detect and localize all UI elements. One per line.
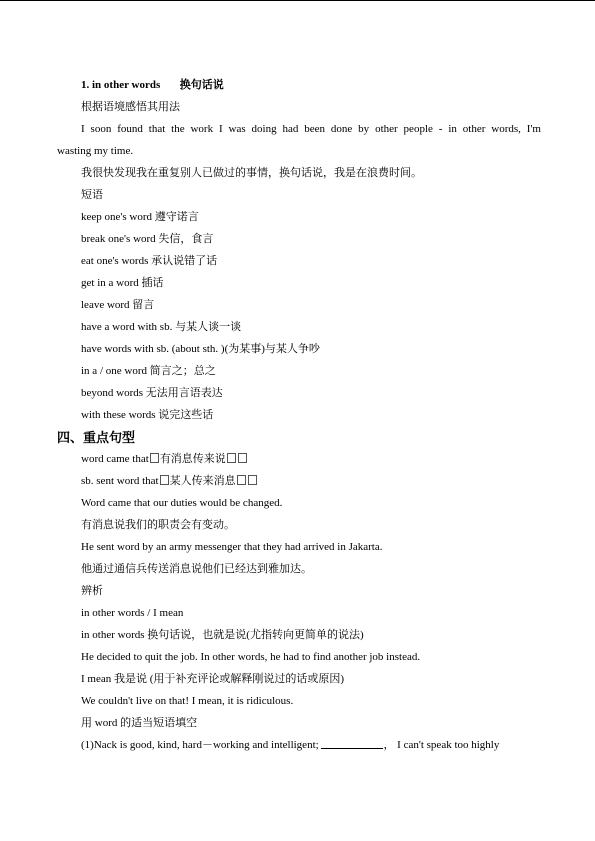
phrase-item: have words with sb. (about sth. )(为某事)与某人争吵 — [81, 343, 320, 355]
item1-heading — [57, 78, 541, 100]
missing-glyph-box — [238, 453, 247, 463]
in-other-words-definition: in other words 换句话说，也就是说(尤指转向更简单的说法) — [81, 629, 364, 641]
missing-glyph-box — [227, 453, 236, 463]
exercise1-text-cont: ， I can't speak too highly — [383, 739, 500, 751]
i-mean-definition: I mean 我是说 (用于补充评论或解释刚说过的话或原因) — [81, 673, 345, 685]
phrase-item: eat one's words 承认说错了话 — [81, 255, 218, 267]
distinguish-pair: in other words / I mean — [81, 607, 184, 619]
phrase-item: keep one's word 遵守诺言 — [81, 211, 199, 223]
top-rule — [0, 0, 595, 1]
missing-glyph-box — [248, 475, 257, 485]
phrase-item: with these words 说完这些话 — [81, 409, 214, 421]
pattern1-en: word came that — [81, 453, 149, 465]
item1-heading-en: 1. in other words — [81, 79, 161, 91]
pattern1 — [57, 452, 541, 474]
missing-glyph-box — [150, 453, 159, 463]
sentence2-zh: 他通过通信兵传送消息说他们已经达到雅加达。 — [81, 563, 312, 575]
exercise1 — [57, 738, 541, 760]
context-label: 根据语境感悟其用法 — [81, 101, 180, 113]
example-zh: 我很快发现我在重复别人已做过的事情，换句话说，我是在浪费时间。 — [81, 167, 422, 179]
sentence1-zh: 有消息说我们的职责会有变动。 — [81, 519, 235, 531]
phrase-item: leave word 留言 — [81, 299, 155, 311]
missing-glyph-box — [160, 475, 169, 485]
sentence1-en: Word came that our duties would be changed. — [81, 497, 283, 509]
phrase-item: in a / one word 简言之；总之 — [81, 365, 216, 377]
example-en-line2: wasting my time. — [57, 145, 134, 157]
phrase-item: break one's word 失信，食言 — [81, 233, 214, 245]
sentence2-en: He sent word by an army messenger that they had arrived in Jakarta. — [81, 541, 383, 553]
item1-heading-zh: 换句话说 — [179, 79, 224, 91]
pattern2-en: sb. sent word that — [81, 475, 159, 487]
missing-glyph-box — [237, 475, 246, 485]
section4-heading: 四、重点句型 — [57, 431, 136, 446]
exercise-label: 用 word 的适当短语填空 — [81, 717, 198, 729]
phrase-item: get in a word 插话 — [81, 277, 164, 289]
example4-en: We couldn't live on that! I mean, it is ridiculous. — [81, 695, 294, 707]
pattern2-zh: 某人传来消息 — [169, 475, 236, 487]
example-en-line1: I soon found that the work I was doing had been done by other people - in other words, I'm — [81, 123, 541, 135]
phrase-item: beyond words 无法用言语表达 — [81, 387, 223, 399]
document-page — [57, 78, 541, 760]
pattern2 — [57, 474, 541, 496]
distinguish-label: 辨析 — [81, 585, 103, 597]
answer-blank[interactable] — [321, 738, 383, 749]
phrases-label: 短语 — [81, 189, 103, 201]
example3-en: He decided to quit the job. In other words, he had to find another job instead. — [81, 651, 421, 663]
exercise1-text: (1)Nack is good, kind, hard－working and intelligent; — [81, 739, 322, 751]
phrase-item: have a word with sb. 与某人谈一谈 — [81, 321, 242, 333]
pattern1-zh: 有消息传来说 — [159, 453, 226, 465]
